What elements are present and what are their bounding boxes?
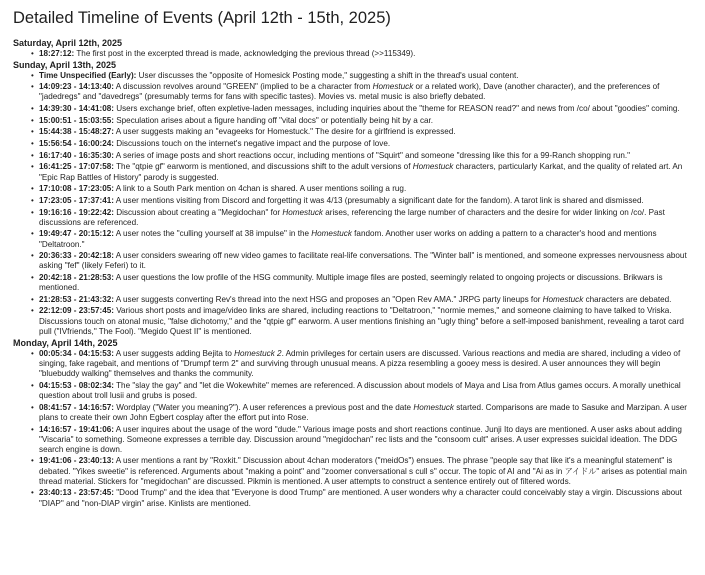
day-heading: Sunday, April 13th, 2025: [13, 60, 117, 71]
entry-time: 19:41:06 - 23:40:13:: [39, 456, 114, 466]
timeline-entry: [39, 196, 695, 206]
entry-time: 16:17:40 - 16:35:30:: [39, 150, 114, 160]
entry-time: 18:27:12:: [39, 48, 75, 58]
entry-text: . Admin privileges for certain users are discussed. Various reactions and media are shared, including a video of singing, fake ragebait, and mentions of "Drumpf term 2" and surviving through unusual means. A pizza resembling a gooey mess is desired. A user announces they will begin "bluebuddy walking" themselves and thanks the community.: [39, 348, 681, 379]
entry-text: The "qtpie gf" earworm is mentioned, and discussions shift to the adult versions of: [113, 162, 413, 172]
entry-time: 14:39:30 - 14:41:08:: [39, 104, 114, 114]
timeline-entry: [39, 139, 695, 149]
entry-time: 00:05:34 - 04:15:53:: [39, 348, 114, 358]
entry-text: The first post in the excerpted thread is made, acknowledging the previous thread (>>115349).: [74, 48, 416, 58]
entry-text: A link to a South Park mention on 4chan is shared. A user mentions soiling a rug.: [113, 184, 407, 194]
entry-time: Time Unspecified (Early):: [39, 70, 137, 80]
entry-emphasis: Homestuck 2: [234, 348, 282, 358]
entry-time: 17:23:05 - 17:37:41:: [39, 195, 114, 205]
timeline-entry: [39, 403, 695, 423]
entry-text: A user mentions a rant by "Roxkit." Discussion about 4chan moderators ("meidOs") ensues. The phrase "people say that like it's a meaningful statement" is debated. "Yikes sweetie" is referenced. Arguments about "making a point" and "zoomer conversational s cull s" occur. The topic of AI and "Ai as in アイドル" arises as potential main thread material. Stickers for "megidochan" are discussed. Pikmin is mentioned. A user attempts to construct a sentence entirely out of filtered words.: [39, 456, 687, 486]
entry-emphasis: Homestuck: [372, 82, 414, 92]
entry-text: A user notes the "culling yourself at 38 impulse" in the: [113, 229, 312, 239]
timeline: [13, 38, 695, 509]
timeline-entry: [39, 381, 695, 401]
entry-time: 19:16:16 - 19:22:42:: [39, 207, 114, 217]
timeline-entry: [39, 229, 695, 249]
entry-time: 17:10:08 - 17:23:05:: [39, 184, 114, 194]
timeline-entry: [39, 184, 695, 194]
timeline-entry: [39, 349, 695, 379]
entry-time: 20:42:18 - 21:28:53:: [39, 272, 114, 282]
entry-text: arises, referencing the large number of characters and the desire for wider linking on /co/. Past discussions are referenced.: [39, 207, 665, 227]
entry-text: A user considers swearing off new video games to facilitate real-life conversations. The "Winter ball" is mentioned, and someone expresses nervousness about asking "fef" (likely Feferi) to it.: [39, 251, 687, 271]
entry-text: A series of image posts and short reactions occur, including mentions of "Squirt" and someone "dressing like this for a 99-Ranch shopping run.": [113, 150, 631, 160]
timeline-entry: [39, 151, 695, 161]
entry-list: [13, 49, 695, 59]
entry-time: 19:49:47 - 20:15:12:: [39, 229, 114, 239]
entry-text: A user mentions visiting from Discord and forgetting it was 4/13 (presumably a significant date for the fandom). A tarot link is shared and dismissed.: [113, 195, 644, 205]
entry-text: fandom. Another user works on adding a pattern to a character's hood and mentions "Deltatroon.": [39, 229, 657, 249]
entry-time: 16:41:25 - 17:07:58:: [39, 162, 114, 172]
entry-text: User discusses the "opposite of Homesick Posting mode," suggesting a shift in the thread's usual content.: [136, 70, 519, 80]
entry-text: A user questions the low profile of the HSG community. Multiple image files are posted, seemingly related to ongoing projects or discussions. Brikwars is mentioned.: [39, 272, 663, 293]
entry-emphasis: Homestuck: [413, 402, 454, 412]
timeline-entry: [39, 208, 695, 228]
timeline-entry: [39, 82, 695, 102]
entry-time: 23:40:13 - 23:57:45:: [39, 488, 114, 498]
timeline-entry: [39, 425, 695, 455]
entry-text: Discussions touch on the internet's negative impact and the purpose of love.: [113, 139, 391, 149]
entry-time: 21:28:53 - 21:43:32:: [39, 294, 114, 304]
entry-list: [13, 349, 695, 509]
entry-time: 14:09:23 - 14:13:40:: [39, 82, 114, 92]
timeline-entry: [39, 295, 695, 305]
timeline-entry: [39, 127, 695, 137]
entry-emphasis: Homestuck: [412, 162, 454, 172]
entry-text: A discussion revolves around "GREEN" (implied to be a character from: [113, 82, 373, 92]
entry-time: 20:36:33 - 20:42:18:: [39, 251, 114, 261]
entry-text: Discussion about creating a "Megidochan" for: [113, 207, 283, 217]
timeline-entry: [39, 71, 695, 81]
entry-text: or a related work), Dave (another character), and the preferences of "jadedregs" and "davedregs" (presumably terms for fans with specific tastes). Movies vs. metal music is also briefly debated.: [39, 82, 660, 102]
timeline-entry: [39, 306, 695, 336]
timeline-entry: [39, 116, 695, 126]
entry-text: Wordplay ("Water you meaning?"). A user references a previous post and the date: [113, 402, 414, 412]
timeline-entry: [39, 104, 695, 114]
entry-emphasis: Homestuck: [282, 207, 323, 217]
entry-time: 22:12:09 - 23:57:45:: [39, 306, 114, 316]
entry-text: Various short posts and image/video links are shared, including reactions to "Deltatroon," "normie memes," and someone claiming to have talked to Vriska. Discussions touch on atonal music, "false dichotomy," and the "qtpie gf" earworm. A user mentions finishing an "ugly thing" before a self-imposed banishment, revealing a tarot card pull ("IVfriends," The Fool). "Megido Quest II" is mentioned.: [39, 306, 684, 336]
entry-emphasis: Homestuck: [311, 229, 352, 239]
entry-text: "Dood Trump" and the idea that "Everyone is dood Trump" are mentioned. A user wonders why a character could conceivably stay a virgin. Discussions about "DIAP" and "non-DIAP virgin" arise. Kinlists are mentioned.: [39, 488, 682, 508]
entry-text: characters are debated.: [583, 294, 672, 304]
entry-text: A user suggests adding Bejita to: [113, 348, 235, 358]
entry-text: started. Comparisons are made to Sasuke and Marzipan. A user plans to create their own John Egbert cosplay after the effort put into Rose.: [39, 402, 688, 422]
timeline-entry: [39, 251, 695, 271]
entry-time: 15:00:51 - 15:03:55:: [39, 115, 114, 125]
entry-text: Users exchange brief, often expletive-laden messages, including inquiries about the "theme for REASON read?" and news from /co/ about "goodies" coming.: [113, 104, 680, 114]
timeline-entry: [39, 273, 695, 293]
entry-text: Speculation arises about a figure handing off "vital docs" or potentially being hit by a car.: [113, 115, 434, 125]
timeline-entry: [39, 162, 695, 182]
entry-time: 15:56:54 - 16:00:24:: [39, 139, 114, 149]
entry-time: 04:15:53 - 08:02:34:: [39, 380, 114, 390]
day-heading: Monday, April 14th, 2025: [13, 338, 118, 349]
timeline-entry: [39, 49, 695, 59]
entry-list: [13, 71, 695, 337]
timeline-entry: [39, 488, 695, 508]
entry-time: 15:44:38 - 15:48:27:: [39, 127, 114, 137]
entry-emphasis: Homestuck: [542, 294, 584, 304]
entry-text: The "slay the gay" and "let die Wokewhite" memes are referenced. A discussion about models of Maya and Lisa from Atlus games occurs. A morally unethical question about troll lusii and grubs is posed.: [39, 380, 681, 401]
entry-text: A user suggests making an "evageeks for Homestuck." The desire for a girlfriend is expressed.: [113, 127, 456, 137]
entry-time: 08:41:57 - 14:16:57:: [39, 402, 114, 412]
timeline-entry: [39, 456, 695, 486]
entry-time: 14:16:57 - 19:41:06:: [39, 424, 114, 434]
entry-text: A user inquires about the usage of the word "dude." Various image posts and short reactions continue. Junji Ito days are mentioned. A user asks about adding "Viscaria" to something. Someone expresses a terrible day. Discussion around "megidochan" rec lists and the "consoom cult" arises. A user expresses suicidal ideation. The DDG search engine is down.: [39, 424, 682, 454]
entry-text: A user suggests converting Rev's thread into the next HSG and proposes an "Open Rev AMA." JRPG party lineups for: [113, 294, 543, 304]
entry-text: characters, particularly Karkat, and the quality of related art. An "Epic Rap Battles of History" parody is suggested.: [39, 162, 683, 182]
document-title: Detailed Timeline of Events (April 12th - 15th, 2025): [13, 9, 391, 27]
day-heading: Saturday, April 12th, 2025: [13, 38, 123, 48]
